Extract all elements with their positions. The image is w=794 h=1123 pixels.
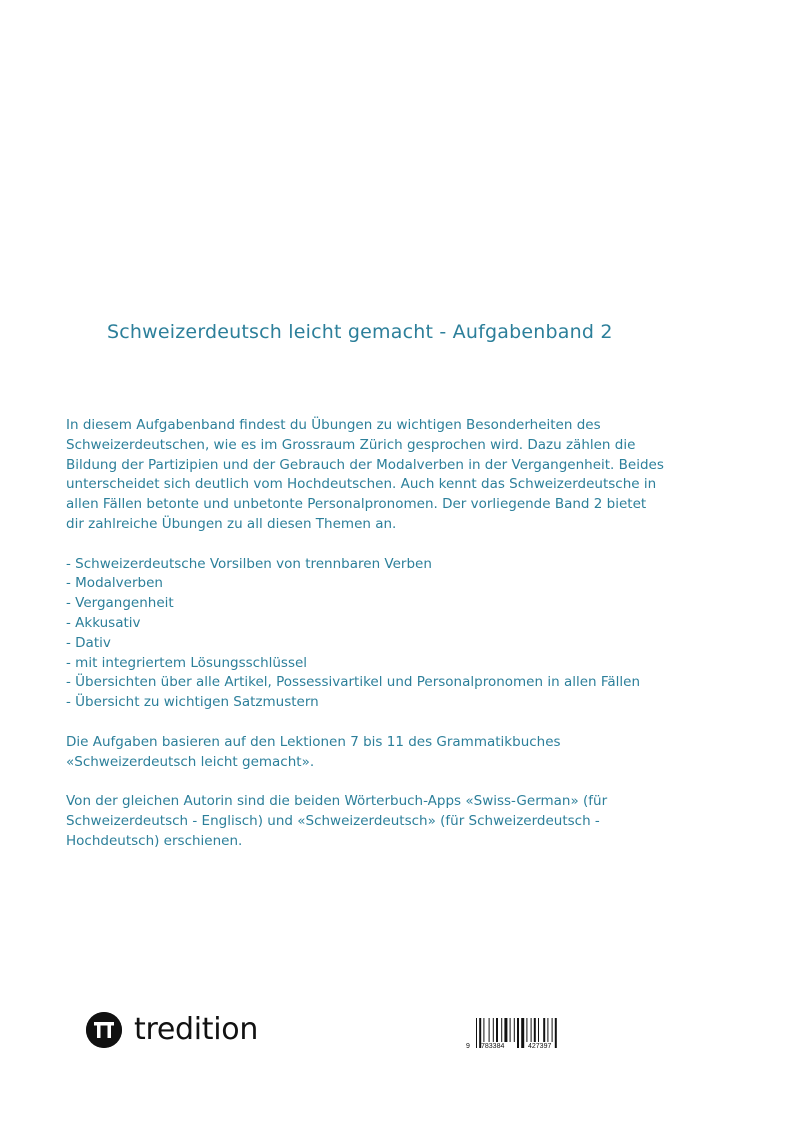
intro-line: unterscheidet sich deutlich vom Hochdeutschen. Auch kennt das Schweizerdeutsche in	[66, 476, 657, 493]
basis-line: «Schweizerdeutsch leicht gemacht».	[66, 753, 315, 770]
intro-line: Schweizerdeutschen, wie es im Grossraum Zürich gesprochen wird. Dazu zählen die	[66, 436, 636, 453]
page-title: Schweizerdeutsch leicht gemacht - Aufgabenband 2	[107, 321, 613, 343]
barcode-digit-first: 9	[466, 1043, 470, 1050]
feature-list	[66, 555, 706, 713]
list-item: - Schweizerdeutsche Vorsilben von trennbaren Verben	[66, 555, 432, 572]
list-item: - Modalverben	[66, 575, 163, 592]
tredition-logo-icon	[86, 1012, 122, 1048]
apps-line: Von der gleichen Autorin sind die beiden Wörterbuch-Apps «Swiss-German» (für	[66, 793, 608, 810]
barcode-group-left: 783384	[481, 1043, 505, 1050]
list-item: - Akkusativ	[66, 614, 141, 631]
intro-line: In diesem Aufgabenband findest du Übungen zu wichtigen Besonderheiten des	[66, 417, 601, 433]
publisher-name: tredition	[134, 1012, 259, 1047]
apps-line: Schweizerdeutsch - Englisch) und «Schweizerdeutsch» (für Schweizerdeutsch -	[66, 812, 600, 829]
basis-line: Die Aufgaben basieren auf den Lektionen 7 bis 11 des Grammatikbuches	[66, 733, 561, 750]
intro-line: allen Fällen betonte und unbetonte Personalpronomen. Der vorliegende Band 2 bietet	[66, 496, 647, 513]
intro-line: Bildung der Partizipien und der Gebrauch der Modalverben in der Vergangenheit. Beides	[66, 456, 664, 473]
intro-line: dir zahlreiche Übungen zu all diesen Themen an.	[66, 515, 397, 532]
list-item: - mit integriertem Lösungsschlüssel	[66, 654, 308, 671]
publisher-logo	[86, 1012, 258, 1048]
list-item: - Vergangenheit	[66, 595, 174, 612]
list-item: - Übersicht zu wichtigen Satzmustern	[66, 694, 319, 711]
barcode-group-right: 427397	[528, 1043, 552, 1050]
list-item: - Dativ	[66, 634, 111, 651]
description-block	[66, 416, 706, 852]
apps-line: Hochdeutsch) erschienen.	[66, 832, 243, 849]
list-item: - Übersichten über alle Artikel, Possessivartikel und Personalpronomen in allen Fällen	[66, 674, 641, 691]
